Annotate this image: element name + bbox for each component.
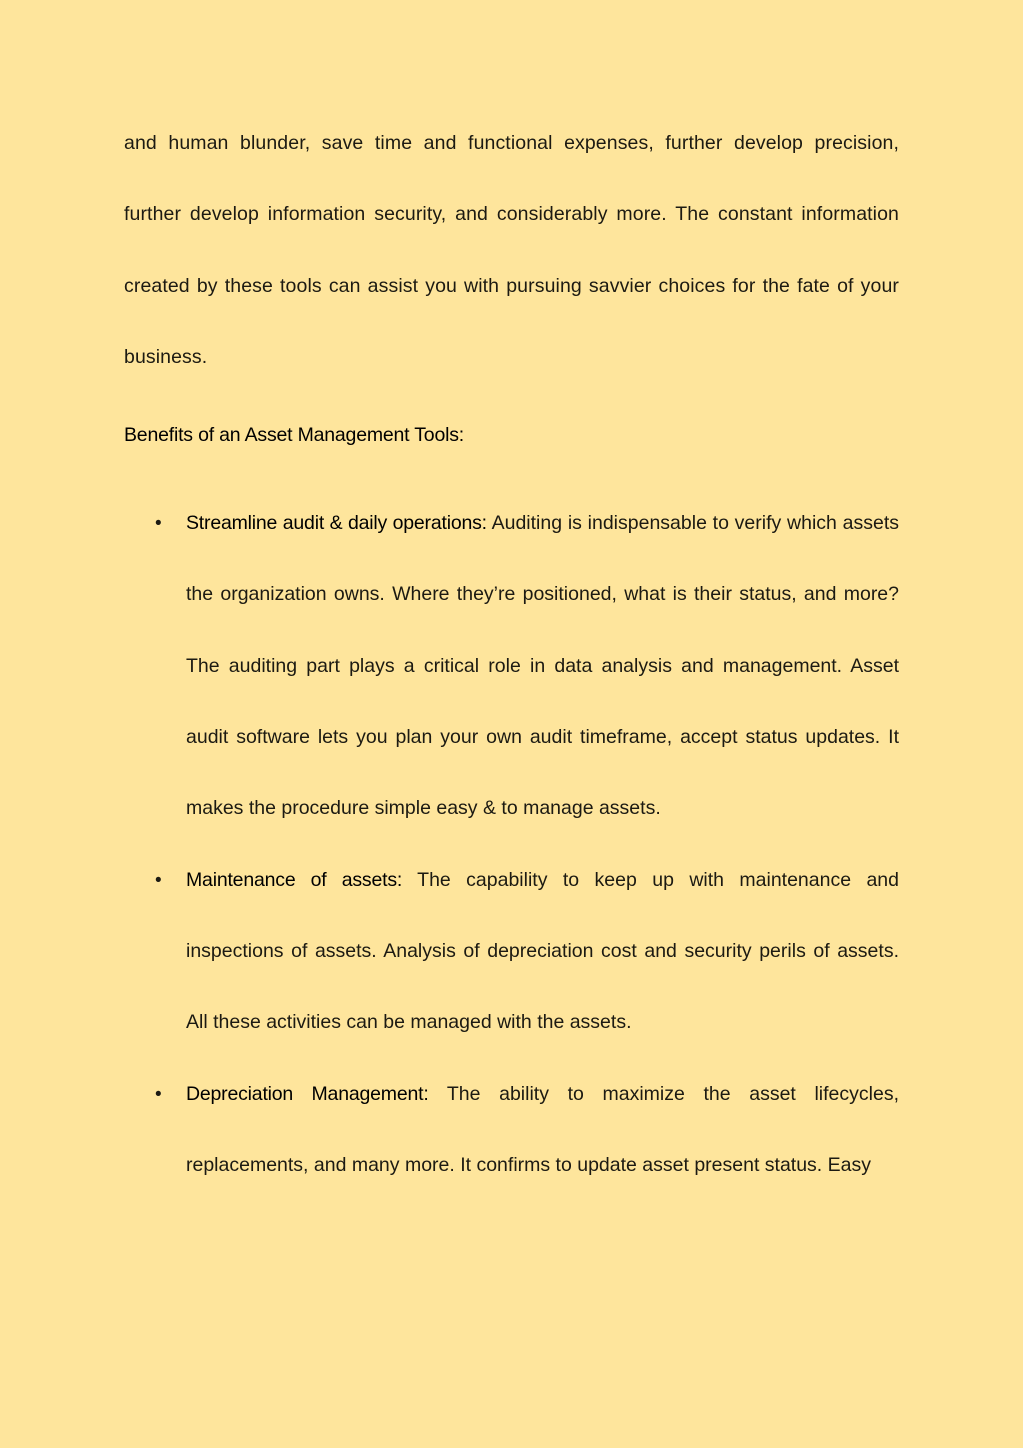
bullet-icon: • <box>155 1083 162 1105</box>
benefit-term: Maintenance of assets: <box>186 868 403 891</box>
benefit-item-maintenance <box>124 845 899 1059</box>
bullet-icon: • <box>155 869 162 891</box>
benefit-term: Streamline audit & daily operations: <box>186 512 487 535</box>
benefit-term: Depreciation Management: <box>186 1082 429 1105</box>
bullet-icon: • <box>155 513 162 535</box>
intro-paragraph: and human blunder, save time and functional expenses, further develop precision, further develop information security, and considerably more. The constant information created by these tools can assist you with pursuing savvier choices for the fate of your business. <box>124 132 899 368</box>
benefit-item-streamline-audit <box>124 488 899 844</box>
benefits-list <box>124 488 899 1201</box>
section-heading: Benefits of an Asset Management Tools: <box>124 424 465 447</box>
benefit-description: The capability to keep up with maintenance and inspections of assets. Analysis of depreciation cost and security perils of assets. All these activities can be managed with the assets. <box>186 868 899 1034</box>
benefit-description: Auditing is indispensable to verify which assets the organization owns. Where they’re positioned, what is their status, and more? The auditing part plays a critical role in data analysis and management. Asset audit software lets you plan your own audit timeframe, accept status updates. It makes the procedure simple easy & to manage assets. <box>186 512 899 820</box>
benefit-item-depreciation <box>124 1059 899 1202</box>
benefit-description: The ability to maximize the asset lifecycles, replacements, and many more. It confirms to update asset present status. Easy <box>186 1082 899 1176</box>
page-content <box>124 108 899 1201</box>
